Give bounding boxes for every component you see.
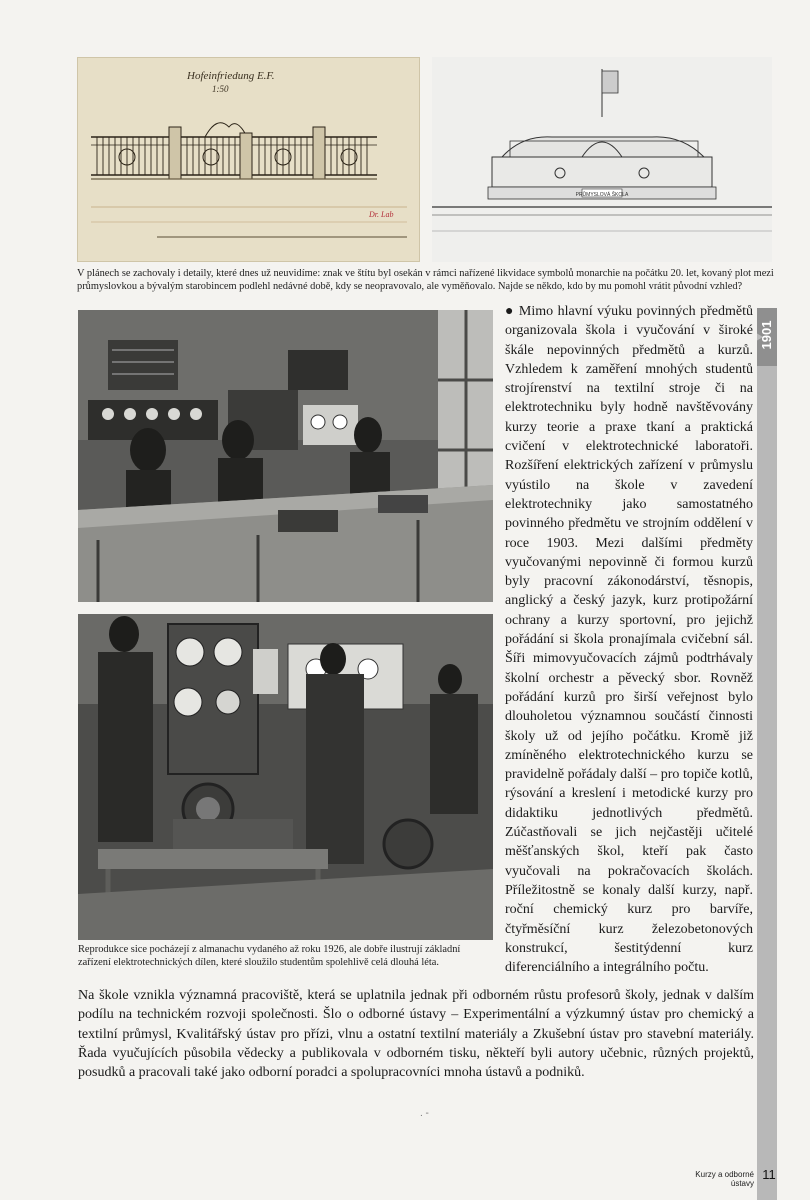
- electrotechnical-lab-photo: [78, 310, 493, 602]
- electrical-machines-photo: [78, 614, 493, 940]
- year-tab-label: 1901: [759, 320, 774, 350]
- plan-title-text: Hofeinfriedung E.F.: [187, 70, 275, 82]
- article-body-right-column: ● Mimo hlavní výuku povinných předmětů organizovala škola i vyučování v široké škále nepovinných předmětů a kurzů. Vzhledem k zaměření mnohých studentů strojírenství na textilní stroje či na elektrotechniku byly hodně navštěvovány kurzy teorie a praxe tkaní a praktická cvičení v elektrotechnické laboratoři. Rozšíření elektrických zařízení v průmyslu vyústilo na škole v zavedení elektrotechniky jako samostatného povinného předmětu ve strojním oddělení v roce 1903. Mezi dalšími předměty vyučovanými nepovinně či formou kurzů byly pracovní zákonodárství, těsnopis, anglický a český jazyk, kurz protipožární ochrany a kurzy sportovní, pro jejichž pořádání si škola pronajímala cvičební sál. Šíři mimovyučovacích zájmů podtrhávaly školní orchestr a pěvecký sbor. Rovněž pořádání kurzů pro širší veřejnost bylo dlouholetou významnou součástí činnosti školy už od jejího počátku. Kromě již zmíněného elektrotechnického kurzu se pravidelně pořádaly další – pro topiče kotlů, rýsování a kreslení i metodické kurzy pro didaktiku jednotlivých předmětů. Zúčastňovali se jich nejčastěji učitelé měšťanských škol, kteří pak často vyučovali na pokračovacích školách. Příležitostně se konaly další kurzy, např. roční chemický kurz pro barvíře, čtyřměsíční kurz železobetonových konstrukcí, šestitýdenní kurz diferenciálního a integrálního počtu.: [505, 304, 753, 976]
- fence-plan-drawing: [77, 57, 420, 262]
- facade-sign-text: PRŮMYSLOVÁ ŠKOLA: [575, 192, 629, 198]
- plan-signature-text: Dr. Lab: [369, 210, 394, 219]
- footer-section-title: Kurzy a odborné ústavy: [695, 1170, 754, 1188]
- photos-caption: Reprodukce sice pocházejí z almanachu vydaného až roku 1926, ale dobře ilustrují základní zařízení elektrotechnických dílen, které sloužilo studentům spolehlivě celá dlouhá léta.: [78, 944, 461, 968]
- article-body-bottom: Na škole vznikla významná pracoviště, která se uplatnila jednak při odborném růstu profesorů školy, jednak v dalším podílu na technickém rozvoji společnosti. Šlo o odborné ústavy – Experimentální a výzkumný ústav pro chemický a textilní průmysl, Kvalitářský ústav pro přízi, vlnu a ostatní textilní materiály a Zkušební ústav pro stavební materiály. Řada vyučujících působila vědecky a publikovala v odborném tisku, někteří byli autory učebnic, různých projektů, posudků a pracovali také jako odborní poradci a spolupracovníci mnoha ústavů a podniků.: [78, 988, 754, 1081]
- facade-plan-drawing: [432, 57, 772, 262]
- plan-scale-text: 1:50: [212, 84, 229, 94]
- footer-dots: . -: [420, 1108, 429, 1119]
- plans-caption: V plánech se zachovaly i detaily, které dnes už neuvidíme: znak ve štítu byl osekán v rámci nařízené likvidace symbolů monarchie na počátku 20. let, kovaný plot mezi průmyslovkou a bývalým starobincem podlehl nedávné době, kdy se neopravovalo, ale vyměňovalo. Najde se někdo, kdo by mu pomohl vrátit původní vzhled?: [77, 268, 774, 292]
- page-number: 11: [762, 1167, 776, 1182]
- side-color-bar: [757, 316, 777, 1200]
